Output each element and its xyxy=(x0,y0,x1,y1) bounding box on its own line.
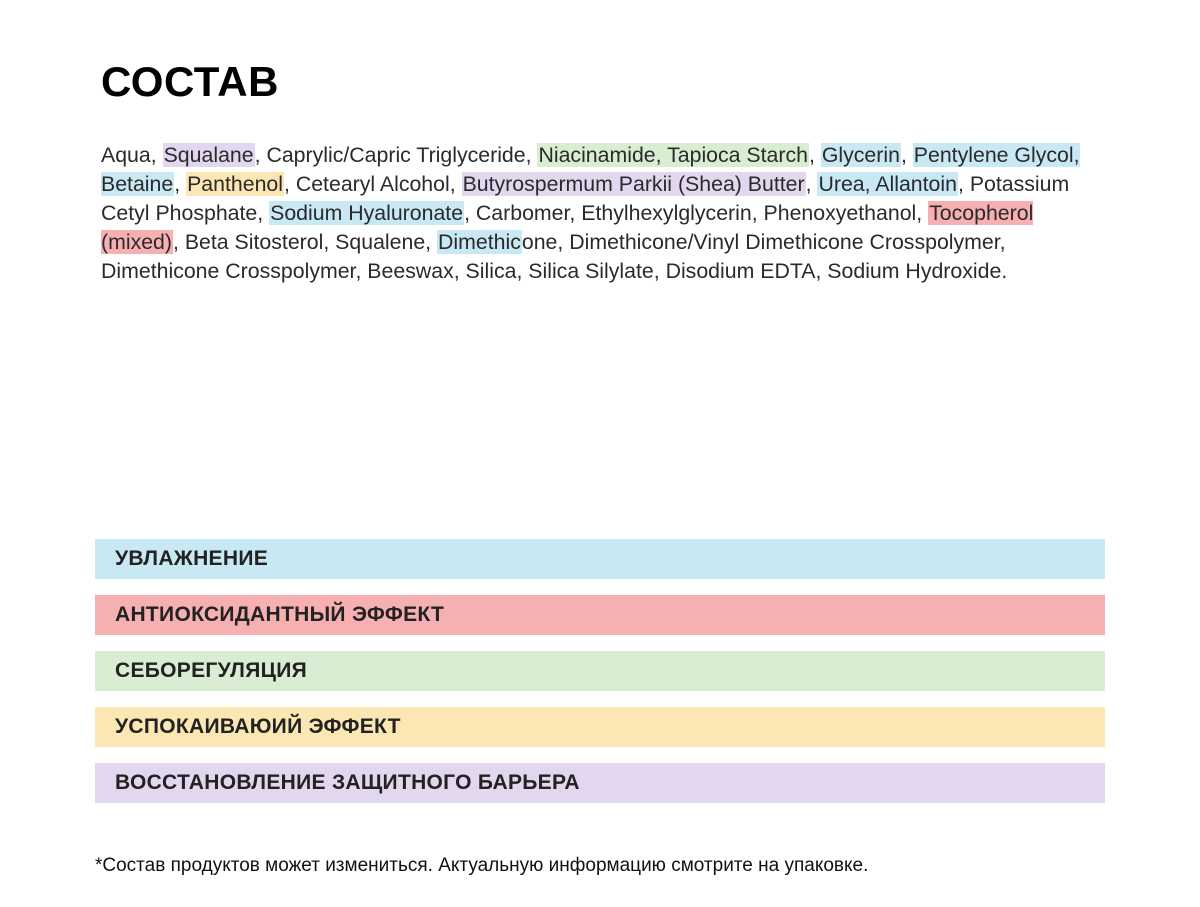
category-legend xyxy=(95,539,1105,819)
ingredient-highlight-moisture: Urea, Allantoin xyxy=(818,172,957,196)
footnote: *Состав продуктов может измениться. Актуальную информацию смотрите на упаковке. xyxy=(95,855,869,876)
ingredient-text: Aqua xyxy=(101,143,151,167)
ingredient-highlight-antioxidant: Tocopherol (mixed) xyxy=(101,201,1034,254)
ingredient-highlight-moisture: Glycerin xyxy=(821,143,900,167)
legend-bar-moisture xyxy=(95,539,1105,579)
legend-label: СЕБОРЕГУЛЯЦИЯ xyxy=(115,659,308,682)
ingredient-text: one, Dimethicone/Vinyl Dimethicone Crosspolymer, Dimethicone Crosspolymer, Beeswax, Silica, Silica Silylate, Disodium EDTA, Sodium Hydroxide. xyxy=(101,230,1008,283)
ingredient-text: , xyxy=(805,172,818,196)
ingredient-text: , Caprylic/Capric Triglyceride, xyxy=(254,143,538,167)
ingredient-highlight-barrier: Squalane xyxy=(163,143,254,167)
legend-bar-sebo xyxy=(95,651,1105,691)
ingredient-text: , Potassium Cetyl Phosphate, xyxy=(101,172,1070,225)
legend-bar-calming xyxy=(95,707,1105,747)
ingredient-text: , xyxy=(808,143,821,167)
ingredient-highlight-barrier: Butyrospermum Parkii (Shea) Butter xyxy=(462,172,805,196)
ingredients-list xyxy=(101,141,1101,286)
ingredient-text: , Carbomer, Ethylhexylglycerin, Phenoxyethanol, xyxy=(464,201,929,225)
ingredient-text: , xyxy=(150,143,163,167)
ingredient-text: , xyxy=(174,172,187,196)
page-title: СОСТАВ xyxy=(101,58,279,105)
legend-label: УСПОКАИВАЮИЙ ЭФФЕКТ xyxy=(115,715,401,738)
legend-label: УВЛАЖНЕНИЕ xyxy=(115,547,269,570)
ingredient-text: , Beta Sitosterol, Squalene, xyxy=(173,230,438,254)
ingredient-highlight-moisture: Sodium Hyaluronate xyxy=(270,201,464,225)
ingredient-highlight-moisture: Dimethic xyxy=(438,230,521,254)
ingredient-highlight-sebo: Niacinamide, Tapioca Starch xyxy=(538,143,808,167)
legend-label: ВОССТАНОВЛЕНИЕ ЗАЩИТНОГО БАРЬЕРА xyxy=(115,771,580,794)
ingredient-highlight-calming: Panthenol xyxy=(187,172,283,196)
ingredient-highlight-moisture: Pentylene Glycol, Betaine xyxy=(101,143,1080,196)
legend-bar-barrier xyxy=(95,763,1105,803)
legend-label: АНТИОКСИДАНТНЫЙ ЭФФЕКТ xyxy=(115,603,445,626)
legend-bar-antioxidant xyxy=(95,595,1105,635)
ingredient-text: , xyxy=(900,143,913,167)
ingredient-text: , Cetearyl Alcohol, xyxy=(284,172,462,196)
